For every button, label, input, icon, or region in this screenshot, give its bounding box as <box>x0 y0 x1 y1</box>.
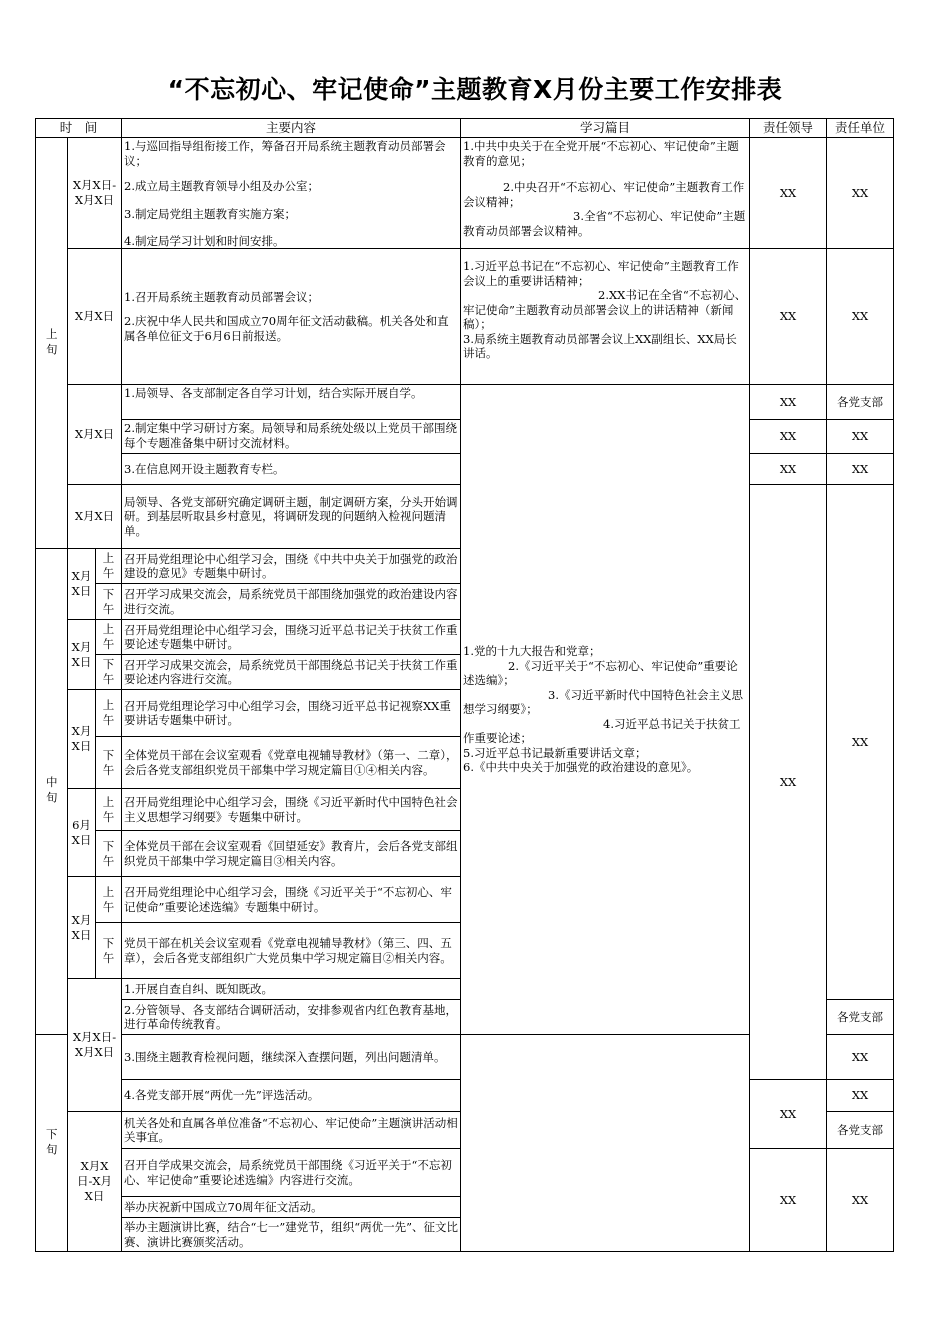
content-cell: 举办庆祝新中国成立70周年征文活动。 <box>121 1196 461 1218</box>
unit-cell: XX <box>826 1034 894 1080</box>
content-cell: 2.制定集中学习研讨方案。局领导和局系统处级以上党员干部围绕每个专题准备集中研讨交流材料。 <box>121 419 461 454</box>
leader-cell: XX <box>749 137 827 249</box>
page-title: “不忘初心、牢记使命”主题教育X月份主要工作安排表 <box>167 75 783 104</box>
content-cell: 召开自学成果交流会，局系统党员干部围绕《习近平关于“不忘初心、牢记使命”重要论述选编》内容进行交流。 <box>121 1148 461 1197</box>
content-cell: 1.局领导、各支部制定各自学习计划，结合实际开展自学。 <box>121 384 461 420</box>
pm-label: 下午 <box>95 736 122 789</box>
date-cell: X月X日 <box>67 876 96 979</box>
study-cell: 1.习近平总书记在“不忘初心、牢记使命”主题教育工作会议上的重要讲话精神； 2.XX书记在全省“不忘初心、牢记使命”主题教育动员部署会议上的讲话精神（新闻稿）； 3.局系统主题教育动员部署会议上XX副组长、XX局长讲话。 <box>460 248 750 385</box>
leader-cell: XX <box>749 1079 827 1149</box>
date-cell: 6月X日 <box>67 788 96 877</box>
leader-cell: XX <box>749 248 827 385</box>
date-cell: X月X日 <box>67 248 122 385</box>
date-cell: X月X日 <box>67 689 96 789</box>
pm-label: 下午 <box>95 654 122 690</box>
unit-cell: XX <box>826 137 894 249</box>
leader-cell: XX <box>749 419 827 454</box>
header-content: 主要内容 <box>121 118 461 138</box>
content-cell: 1.与巡回指导组衔接工作，筹备召开局系统主题教育动员部署会议； 2.成立局主题教育领导小组及办公室； 3.制定局党组主题教育实施方案； 4.制定局学习计划和时间安排。 <box>121 137 461 249</box>
content-cell: 召开局党组理论中心组学习会，围绕习近平总书记关于扶贫工作重要论述专题集中研讨。 <box>121 619 461 655</box>
unit-cell: XX <box>826 1148 894 1252</box>
header-leader: 责任领导 <box>749 118 827 138</box>
content-cell: 召开局党组理论中心组学习会，围绕《习近平新时代中国特色社会主义思想学习纲要》专题集中研讨。 <box>121 788 461 831</box>
unit-cell: XX <box>826 1079 894 1112</box>
am-label: 上午 <box>95 689 122 737</box>
unit-cell: 各党支部 <box>826 1111 894 1149</box>
unit-cell: XX <box>826 484 894 1000</box>
date-cell: X月X日-X月X日 <box>67 1111 122 1252</box>
am-label: 上午 <box>95 548 122 584</box>
leader-cell: XX <box>749 384 827 420</box>
content-cell: 召开局党组理论学习中心组学习会，围绕习近平总书记视察XX重要讲话专题集中研讨。 <box>121 689 461 737</box>
content-cell: 局领导、各党支部研究确定调研主题，制定调研方案，分头开始调研。到基层听取县乡村意见，将调研发现的问题纳入检视问题清单。 <box>121 484 461 549</box>
header-time: 时 间 <box>35 118 122 138</box>
period-first: 上旬 <box>35 137 68 549</box>
unit-cell: XX <box>826 453 894 485</box>
date-cell: X月X日 <box>67 484 122 549</box>
header-study: 学习篇目 <box>460 118 750 138</box>
pm-label: 下午 <box>95 830 122 877</box>
date-cell: X月X日 <box>67 548 96 620</box>
unit-cell: 各党支部 <box>826 384 894 420</box>
content-cell: 召开局党组理论中心组学习会，围绕《中共中央关于加强党的政治建设的意见》专题集中研讨。 <box>121 548 461 584</box>
pm-label: 下午 <box>95 922 122 979</box>
leader-cell: XX <box>749 484 827 1080</box>
content-cell: 全体党员干部在会议室观看《回望延安》教育片，会后各党支部组织党员干部集中学习规定篇目③相关内容。 <box>121 830 461 877</box>
content-cell: 召开局党组理论中心组学习会，围绕《习近平关于“不忘初心、牢记使命”重要论述选编》专题集中研讨。 <box>121 876 461 923</box>
content-cell: 2.分管领导、各支部结合调研活动，安排参观省内红色教育基地，进行革命传统教育。 <box>121 999 461 1035</box>
am-label: 上午 <box>95 619 122 655</box>
am-label: 上午 <box>95 876 122 923</box>
study-cell-empty <box>460 1034 750 1252</box>
content-cell: 3.围绕主题教育检视问题，继续深入查摆问题，列出问题清单。 <box>121 1034 461 1080</box>
leader-cell: XX <box>749 1148 827 1252</box>
unit-cell: XX <box>826 248 894 385</box>
content-cell: 4.各党支部开展“两优一先”评选活动。 <box>121 1079 461 1112</box>
study-cell: 1.中共中央关于在全党开展“不忘初心、牢记使命”主题教育的意见； 2.中央召开“不忘初心、牢记使命”主题教育工作会议精神； 3.全省“不忘初心、牢记使命”主题教育动员部署会议精神。 <box>460 137 750 249</box>
header-unit: 责任单位 <box>826 118 894 138</box>
unit-cell: XX <box>826 419 894 454</box>
content-cell: 召开学习成果交流会，局系统党员干部围绕加强党的政治建设内容进行交流。 <box>121 583 461 620</box>
am-label: 上午 <box>95 788 122 831</box>
date-cell: X月X日 <box>67 384 122 485</box>
content-cell: 全体党员干部在会议室观看《党章电视辅导教材》（第一、二章），会后各党支部组织党员干部集中学习规定篇目①④相关内容。 <box>121 736 461 789</box>
date-cell: X月X日-X月X日 <box>67 137 122 249</box>
date-cell: X月X日 <box>67 619 96 690</box>
study-cell: 1.党的十九大报告和党章； 2.《习近平关于“不忘初心、牢记使命”重要论述选编》； 3.《习近平新时代中国特色社会主义思想学习纲要》； 4.习近平总书记关于扶贫工作重要论述； 5.习近平总书记最新重要讲话文章； 6.《中共中央关于加强党的政治建设的意见》。 <box>460 384 750 1035</box>
content-cell: 机关各处和直属各单位准备“不忘初心、牢记使命”主题演讲活动相关事宜。 <box>121 1111 461 1149</box>
content-cell: 召开学习成果交流会，局系统党员干部围绕总书记关于扶贫工作重要论述内容进行交流。 <box>121 654 461 690</box>
pm-label: 下午 <box>95 583 122 620</box>
unit-cell: 各党支部 <box>826 999 894 1035</box>
content-cell: 3.在信息网开设主题教育专栏。 <box>121 453 461 485</box>
content-cell: 1.开展自查自纠、既知既改。 <box>121 978 461 1000</box>
content-cell: 党员干部在机关会议室观看《党章电视辅导教材》（第三、四、五章），会后各党支部组织广大党员集中学习规定篇目②相关内容。 <box>121 922 461 979</box>
date-cell: X月X日-X月X日 <box>67 978 122 1112</box>
period-middle: 中旬 <box>35 548 68 1035</box>
content-cell: 1.召开局系统主题教育动员部署会议； 2.庆祝中华人民共和国成立70周年征文活动截稿。机关各处和直属各单位征文于6月6日前报送。 <box>121 248 461 385</box>
period-last: 下旬 <box>35 1034 68 1252</box>
leader-cell: XX <box>749 453 827 485</box>
content-cell: 举办主题演讲比赛，结合“七一”建党节，组织“两优一先”、征文比赛、演讲比赛颁奖活动。 <box>121 1217 461 1252</box>
